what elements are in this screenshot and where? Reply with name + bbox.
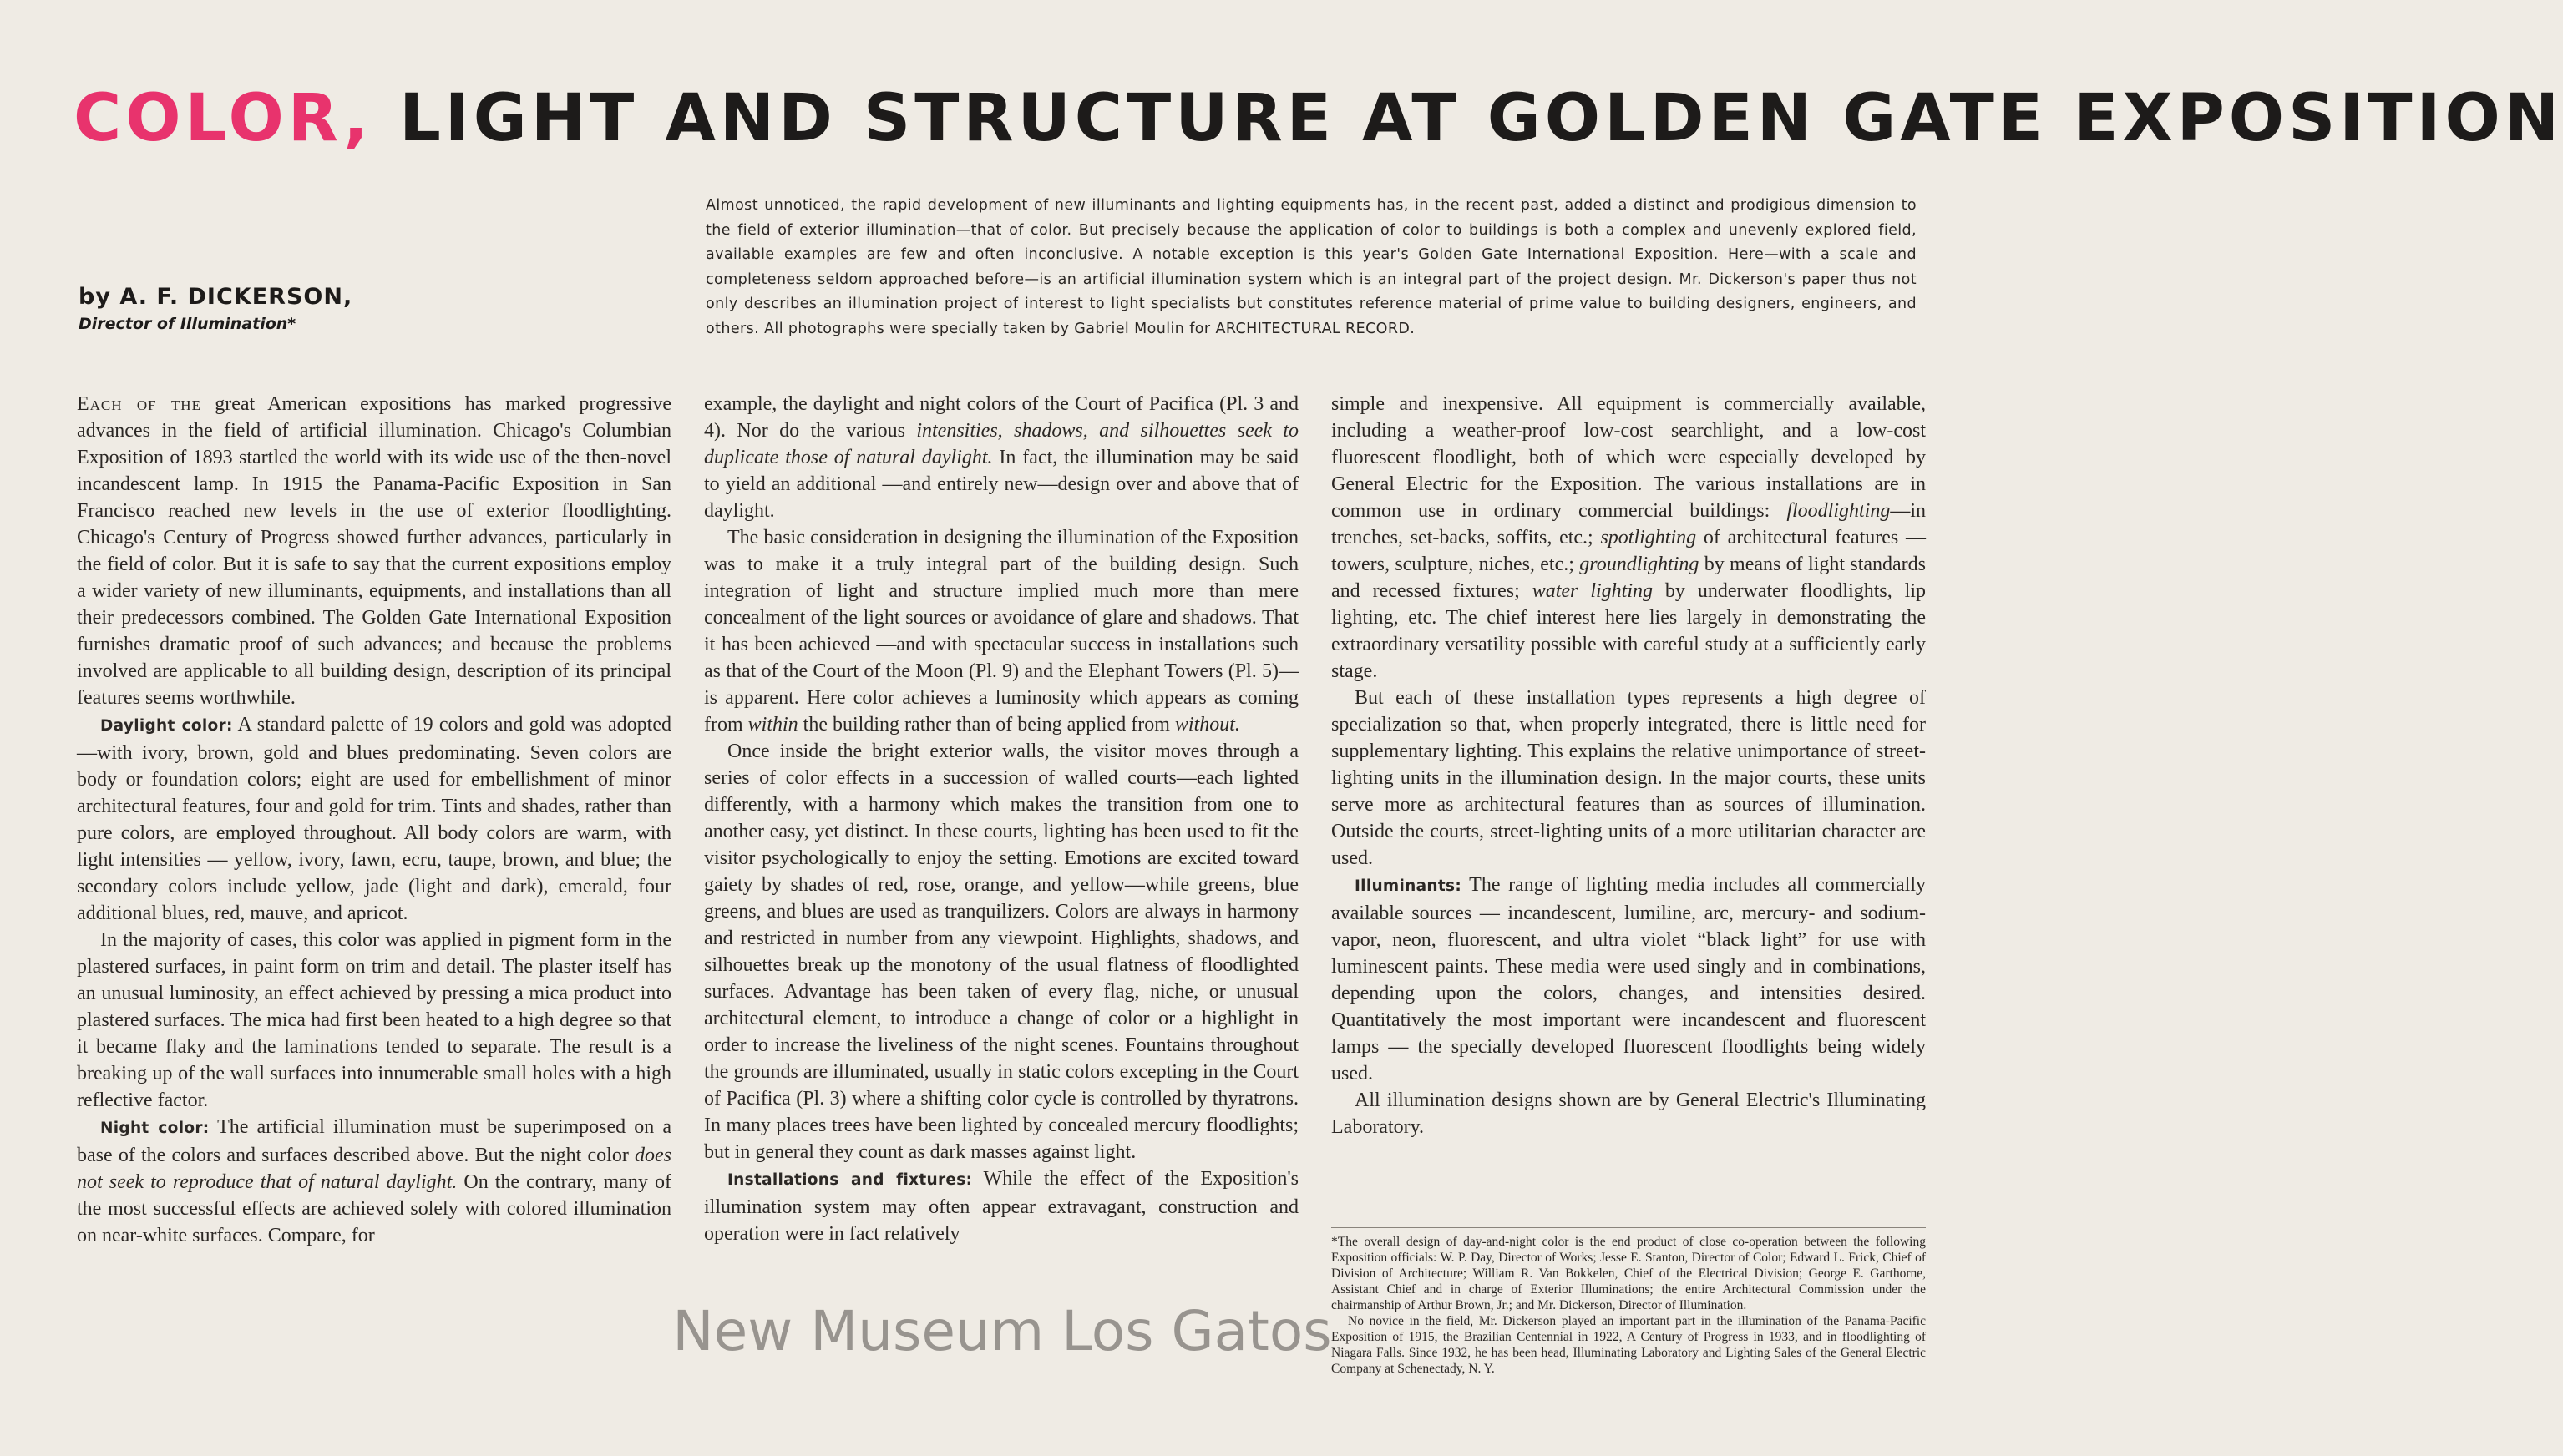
paragraph-text: In the majority of cases, this color was applied in pigment form in the plastered surfaces, in paint form on trim and detail. The plaster itself has an unusual luminosity, an effect achieved by pressing a mica product into plastered surfaces. The mica had first been heated to a high degree so that it became flaky and the laminations tended to separate. The result is a breaking up of the wall surfaces into innumerable small holes with a high reflective factor. xyxy=(77,929,671,1111)
watermark: New Museum Los Gatos xyxy=(672,1299,1332,1363)
paragraph-text: Once inside the bright exterior walls, the visitor moves through a series of color effects in a succession of walled courts—each lighted differently, with a harmony which makes the transition from one to another easy, yet distinct. In these courts, lighting has been used to fit the visitor psychologically to enjoy the setting. Emotions are excited toward gaiety by shades of red, rose, orange, and yellow—while greens, blue greens, and blues are used as tranquilizers. Colors are always in harmony and restricted in number from any viewpoint. Highlights, shadows, and silhouettes break up the monotony of the usual flatness of floodlighted surfaces. Advantage has been taken of every flag, niche, or unusual architectural element, to introduce a change of color or a highlight in order to increase the liveliness of the night scenes. Fountains throughout the grounds are illuminated, usually in static colors excepting in the Court of Pacifica (Pl. 3) where a shifting color cycle is controlled by thyratrons. In many places trees have been lighted by concealed mercury floodlights; but in general they count as dark masses against light. xyxy=(704,741,1299,1163)
emphasis: without. xyxy=(1174,714,1240,736)
paragraph-text: by means of light standards and recessed fixtures; xyxy=(1331,554,1926,602)
paragraph xyxy=(704,1165,1299,1247)
run-in-heading-night-color: Night color: xyxy=(100,1120,210,1137)
paragraph-text: The basic consideration in designing the illumination of the Exposition was to make it a truly integral part of the building design. Such integration of light and structure implied much more than mere concealment of the light sources or avoidance of glare and shadows. That it has been achieved —and with spectacular success in installations such as that of the Court of the Moon (Pl. 9) and the Elephant Towers (Pl. 5)—is apparent. Here color achieves a luminosity which appears as coming from xyxy=(704,527,1299,736)
paragraph xyxy=(77,1114,671,1249)
emphasis: intensities, shadows, and silhouettes seek to duplicate those of natural daylight. xyxy=(704,420,1299,468)
footnote xyxy=(1331,1234,1926,1377)
paragraph xyxy=(1331,391,1926,685)
emphasis: spotlighting xyxy=(1600,527,1697,549)
article-headline xyxy=(73,80,2563,157)
paragraph-text: by underwater floodlights, lip lighting, etc. The chief interest here lies largely in demonstrating the extraordinary versatility possible with careful study at a sufficiently early stage. xyxy=(1331,580,1927,682)
run-in-heading-installations: Installations and fixtures: xyxy=(727,1171,973,1189)
run-in-heading-illuminants: Illuminants: xyxy=(1355,877,1462,895)
body-column-1 xyxy=(77,391,671,1249)
paragraph-text: the building rather than of being applied from xyxy=(798,714,1175,736)
paragraph xyxy=(77,391,671,711)
paragraph xyxy=(77,711,671,927)
emphasis: groundlighting xyxy=(1579,554,1699,575)
paragraph-text: —in trenches, set-backs, soffits, etc.; xyxy=(1331,500,1926,549)
emphasis: floodlighting xyxy=(1786,500,1891,522)
footnote-paragraph: *The overall design of day-and-night color is the end product of close co-operation between the following Exposition officials: W. P. Day, Director of Works; Jesse E. Stanton, Director of Color; Edward L. Frick, Chief of Division of Architecture; William R. Van Bokkelen, Chief of the Electrical Division; George E. Garthorne, Assistant Chief and in charge of Exterior Illuminations; the entire Architectural Commission under the chairmanship of Arthur Brown, Jr.; and Mr. Dickerson, Director of Illumination. xyxy=(1331,1235,1926,1312)
paragraph xyxy=(704,391,1299,524)
paragraph xyxy=(77,927,671,1114)
emphasis: does not seek to reproduce that of natural daylight. xyxy=(77,1145,671,1193)
run-in-heading-daylight-color: Daylight color: xyxy=(100,717,233,735)
paragraph xyxy=(704,524,1299,738)
paragraph xyxy=(1331,1087,1926,1140)
emphasis: water lighting xyxy=(1532,580,1653,602)
body-column-3 xyxy=(1331,391,1926,1140)
paragraph-text: All illumination designs shown are by General Electric's Illuminating Laboratory. xyxy=(1331,1089,1926,1138)
footnote-paragraph: No novice in the field, Mr. Dickerson played an important part in the illumination of the Panama-Pacific Exposition of 1915, the Brazilian Centennial in 1922, A Century of Progress in 1933, and in floodlighting of Niagara Falls. Since 1932, he has been head, Illuminating Laboratory and Lighting Sales of the General Electric Company at Schenectady, N. Y. xyxy=(1331,1314,1926,1376)
headline-accent-word: COLOR, xyxy=(73,81,372,156)
paragraph-text: of architectural features —towers, sculpture, niches, etc.; xyxy=(1331,527,1926,575)
editor-intro: Almost unnoticed, the rapid development of new illuminants and lighting equipments has, in the recent past, added a distinct and prodigious dimension to the field of exterior illumination—that of color. But precisely because the application of color to buildings is both a complex and unevenly explored field, available examples are few and often inconclusive. A notable exception is this year's Golden Gate International Exposition. Here—with a scale and completeness seldom approached before—is an artificial illumination system which is an integral part of the project design. Mr. Dickerson's paper thus not only describes an illumination project of interest to light specialists but constitutes reference material of prime value to building designers, engineers, and others. All photographs were specially taken by Gabriel Moulin for ARCHITECTURAL RECORD. xyxy=(706,197,1917,337)
body-column-2 xyxy=(704,391,1299,1247)
paragraph-text: While the effect of the Exposition's illumination system may often appear extravagant, construction and operation were in fact relatively xyxy=(704,1168,1299,1245)
paragraph xyxy=(1331,872,1926,1087)
paragraph-text: simple and inexpensive. All equipment is commercially available, including a weather-proof low-cost searchlight, and a low-cost fluorescent floodlight, both of which were especially developed by General Electric for the Exposition. The various installations are in common use in ordinary commercial buildings: xyxy=(1331,393,1926,522)
paragraph-text: In fact, the illumination may be said to yield an additional —and entirely new—design over and above that of daylight. xyxy=(704,447,1299,522)
paragraph-text: But each of these installation types represents a high degree of specialization so that, when properly integrated, there is little need for supplementary lighting. This explains the relative unimportance of street-lighting units in the illumination design. In the major courts, these units serve more as architectural features than as sources of illumination. Outside the courts, street-lighting units of a more utilitarian character are used. xyxy=(1331,687,1926,869)
paragraph-text: On the contrary, many of the most successful effects are achieved solely with colored illumination on near-white surfaces. Compare, for xyxy=(77,1171,671,1246)
paragraph xyxy=(704,738,1299,1165)
paragraph xyxy=(1331,685,1926,872)
footnote-divider xyxy=(1331,1227,1926,1228)
paragraph-text: The artificial illumination must be superimposed on a base of the colors and surfaces described above. But the night color xyxy=(77,1116,671,1166)
byline xyxy=(79,284,352,333)
lead-in: Each of the xyxy=(77,393,201,415)
paragraph-text: The range of lighting media includes all commercially available sources — incandescent, lumiline, arc, mercury- and sodium-vapor, neon, fluorescent, and ultra violet “black light” for use with luminescent paints. These media were used singly and in combinations, depending upon the colors, changes, and intensities desired. Quantitatively the most important were incandescent and fluorescent lamps — the specially developed fluorescent floodlights being widely used. xyxy=(1331,874,1926,1084)
emphasis: within xyxy=(747,714,798,736)
paragraph-text: great American expositions has marked progressive advances in the field of artificial illumination. Chicago's Columbian Exposition of 1893 startled the world with its wide use of the then-novel incandescent lamp. In 1915 the Panama-Pacific Exposition in San Francisco reached new levels in the use of exterior floodlighting. Chicago's Century of Progress showed further advances, particularly in the field of color. But it is safe to say that the current expositions employ a wider variety of new illuminants, equipments, and installations than all their predecessors combined. The Golden Gate International Exposition furnishes dramatic proof of such advances; and because the problems involved are applicable to all building design, description of its principal features seems worthwhile. xyxy=(77,393,671,709)
byline-role: Director of Illumination* xyxy=(79,315,296,333)
headline-rest: LIGHT AND STRUCTURE AT GOLDEN GATE EXPOSITION xyxy=(372,81,2563,156)
paragraph-text: example, the daylight and night colors of the Court of Pacifica (Pl. 3 and 4). Nor do the various xyxy=(704,393,1299,442)
byline-author: by A. F. DICKERSON, xyxy=(79,284,353,310)
paragraph-text: A standard palette of 19 colors and gold was adopted—with ivory, brown, gold and blues predominating. Seven colors are body or foundation colors; eight are used for embellishment of minor architectural features, four and gold for trim. Tints and shades, rather than pure colors, are employed throughout. All body colors are warm, with light intensities — yellow, ivory, fawn, ecru, taupe, brown, and blue; the secondary colors include yellow, jade (light and dark), emerald, four additional blues, red, mauve, and apricot. xyxy=(77,714,671,924)
